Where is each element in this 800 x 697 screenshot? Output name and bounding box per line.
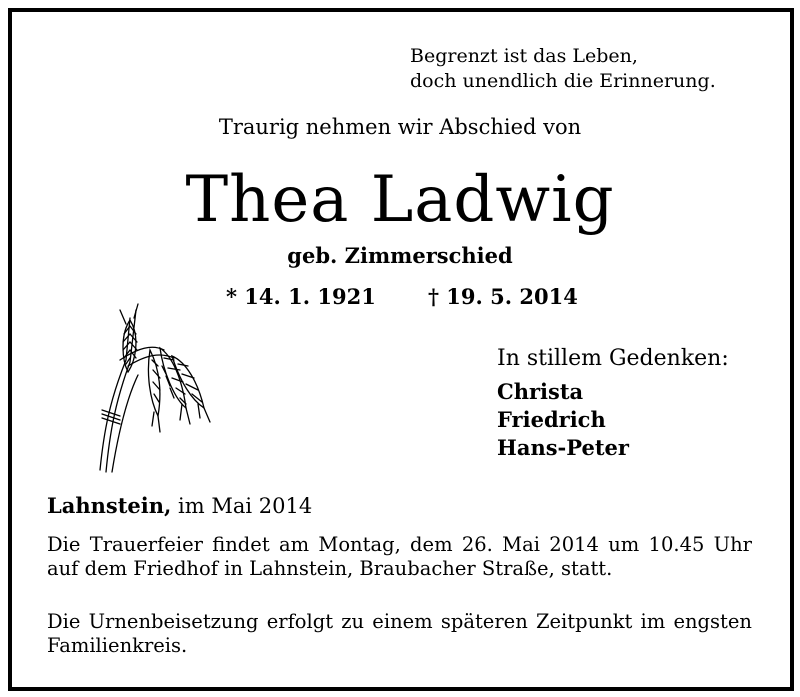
maiden-name: geb. Zimmerschied [287, 243, 513, 268]
place-date-line [47, 493, 312, 518]
death-date: † 19. 5. 2014 [428, 284, 578, 309]
motto-line-1: Begrenzt ist das Leben, [410, 45, 638, 67]
mourner-name: Friedrich [497, 407, 606, 432]
place-city: Lahnstein, [47, 493, 172, 518]
burial-info-paragraph: Die Urnenbeisetzung erfolgt zu einem späteren Zeitpunkt im engsten Familienkreis. [47, 610, 752, 657]
deceased-name: Thea Ladwig [185, 163, 615, 237]
mourner-name: Hans-Peter [497, 435, 629, 460]
motto-line-2: doch unendlich die Erinnerung. [410, 70, 716, 92]
mourner-name: Christa [497, 379, 584, 404]
mourners-list [497, 378, 629, 462]
motto [410, 44, 716, 94]
funeral-info-paragraph: Die Trauerfeier findet am Montag, dem 26. Mai 2014 um 10.45 Uhr auf dem Friedhof in Lahnstein, Braubacher Straße, statt. [47, 533, 752, 580]
birth-date: * 14. 1. 1921 [226, 284, 376, 309]
mourning-heading: In stillem Gedenken: [497, 346, 729, 371]
place-date: im Mai 2014 [178, 494, 313, 518]
wheat-ears-icon [90, 300, 240, 475]
intro-text: Traurig nehmen wir Abschied von [218, 115, 582, 139]
